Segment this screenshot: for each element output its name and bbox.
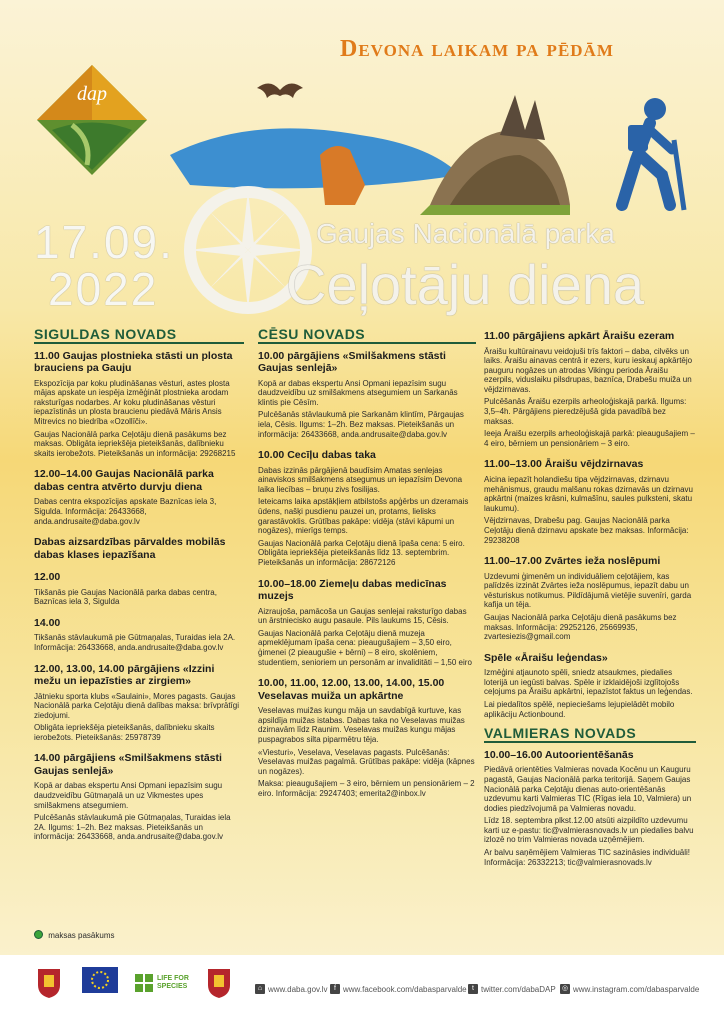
- banner-title: Devona laikam pa pēdām: [340, 36, 614, 62]
- event-date-day: 17.09.: [34, 216, 174, 268]
- event-item: [484, 749, 696, 867]
- column-sigulda: [34, 326, 244, 852]
- event-title: 14.00 pārgājiens «Smilšakmens stāsti Gaujas senlejā»: [34, 752, 222, 777]
- event-description: Pulcēšanās stāvlaukumā pie Sarkanām klintīm, Pārgaujas iela, Cēsis. Ilgums: 1–2h. Bez maksas. Pieteikšanās un informācija: 26433668, anda.andrusaite@daba.gov.lv: [258, 410, 464, 439]
- event-item: [34, 752, 244, 842]
- event-description: Kopā ar dabas ekspertu Ansi Opmani iepazīsim sugu daudzveidību Gūtmaņalā un uz Vikmestes upes smilšakmens atsegumiem.: [34, 781, 223, 810]
- instagram-link-text: www.instagram.com/dabasparvalde: [573, 984, 700, 994]
- event-title: 11.00 Gaujas plostnieka stāsti un plosta brauciens pa Gauju: [34, 349, 233, 375]
- paid-event-dot-icon: [34, 930, 43, 939]
- event-description: Kopā ar dabas ekspertu Ansi Opmani iepazīsim sugu daudzveidību uz smilšakmens atsegumiem un Sarkanās klintis pie Cēsīm.: [258, 378, 458, 407]
- event-item: [34, 571, 244, 607]
- event-title: 10.00–18.00 Ziemeļu dabas medicīnas muzejs: [258, 577, 447, 603]
- event-list: [34, 350, 244, 842]
- instagram-link[interactable]: [560, 984, 699, 994]
- facebook-icon: f: [330, 984, 340, 994]
- twitter-link-text: twitter.com/dabaDAP: [481, 984, 556, 994]
- event-list: [484, 749, 696, 867]
- instagram-icon: ◎: [561, 985, 569, 992]
- event-description: Āraišu kultūrainavu veidojuši trīs faktori – daba, cilvēks un laiks. Āraišu ainavas centrā ir ezers, kuru ieskauj apkārtējo pauguru nogāzes un atrodas Vikingu perioda Āraišu ezerpils, viduslaiku pilsdrupas, baznīca, Drabešu muiža un vējdzirnavas.: [484, 346, 693, 394]
- life-logo-text: LIFE FOR SPECIES: [157, 975, 189, 990]
- event-description: Aicina iepazīt holandiešu tipa vējdzirnavas, dzirnavu mehānismus, graudu malšanu rokas dzirnavās un dzirnavu apkārtni (maizes krāsni, kulmašīnu, saules pulksteni, skatu laukumu).: [484, 474, 693, 513]
- event-description: Dabas izzinās pārgājienā baudīsim Amatas senlejas ainaviskos smilšakmens atsegumus un iepazīsim Devona laika liecības – bruņu zivs fosilijas.: [258, 465, 463, 494]
- event-title: 12.00–14.00 Gaujas Nacionālā parka dabas centra atvērto durvju diena: [34, 468, 214, 493]
- column-cesis: [258, 326, 476, 809]
- event-title: 14.00: [34, 616, 61, 629]
- column-araisi-valmiera: [484, 330, 696, 877]
- event-description: Tikšanās stāvlaukumā pie Gūtmaņalas, Turaidas iela 2A. Informācija: 26433668, anda.andrusaite@daba.gov.lv: [34, 633, 236, 652]
- event-description: Lai piedalītos spēlē, nepieciešams lejupielādēt mobilo aplikāciju Actionbound.: [484, 700, 675, 719]
- event-item: [34, 536, 244, 561]
- website-link[interactable]: [255, 984, 327, 994]
- event-description: Jātnieku sporta klubs «Saulaini», Mores pagasts. Gaujas Nacionālā parka Ceļotāju dienā dalības maksa: brīvprātīgi ziedojumi.: [34, 691, 240, 720]
- facebook-link[interactable]: [330, 984, 467, 994]
- event-description: Ieeja Āraišu ezerpils arheoloģiskajā parkā: pieaugušajiem – 4 eiro, bērniem un pensionāriem – 3 eiro.: [484, 429, 695, 448]
- event-title: 12.00: [34, 571, 61, 584]
- event-description: Ar balvu saņēmējiem Valmieras TIC sazināsies individuāli! Informācija: 26332213; tic@valmierasnovads.lv: [484, 848, 691, 867]
- eu-flag-icon: [82, 967, 118, 999]
- life-for-species-logo: [134, 967, 204, 999]
- event-list: [258, 350, 476, 799]
- daba-coat-of-arms-icon: [36, 967, 62, 999]
- event-description: Pulcēšanās Āraišu ezerpils arheoloģiskajā parkā. Ilgums: 3,5–4h. Pārgājiens pieredzējušā gida pavadībā bez maksas.: [484, 397, 687, 426]
- event-description: Tikšanās pie Gaujas Nacionālā parka dabas centra, Baznīcas iela 3, Sigulda: [34, 587, 217, 607]
- event-description: «Viesturi», Veselava, Veselavas pagasts. Pulcēšanās: Veselavas muižas pagalmā. Grūtības pakāpe: vidēja (kāpnes un nogāzes).: [258, 747, 475, 776]
- region-heading: VALMIERAS NOVADS: [484, 729, 696, 743]
- event-title: 10.00, 11.00, 12.00, 13.00, 14.00, 15.00 Veselavas muiža un apkārtne: [258, 677, 445, 702]
- event-list: [484, 330, 696, 719]
- twitter-link[interactable]: [468, 984, 556, 994]
- event-date-year: 2022: [48, 263, 159, 315]
- facebook-link-text: www.facebook.com/dabasparvalde: [343, 984, 467, 994]
- event-description: Ekspozīcija par koku pludināšanas vēsturi, astes plosta mājas apskate un iespēja izmēģināt plostnieka arodam raksturīgas nodarbes. Ar koku pludināšanas vēsturi iepazīstinās un plosta braucienu piedāvā Māris Ansis Mitrevics no biedrība «Ozollīči».: [34, 378, 230, 426]
- event-item: [34, 350, 244, 459]
- event-description: Līdz 18. septembra plkst.12.00 atsūti aizpildīto uzdevumu karti uz e-pastu: tic@valmierasnovads.lv un piedalies balvu izlozē no trim Valmieras novada uzņēmējiem.: [484, 816, 694, 845]
- event-item: [258, 350, 476, 440]
- event-description: Ieteicams laika apstākļiem atbilstošs apģērbs un dzeramais ūdens, našķi pusdienu pauzei un, protams, lielisks garastāvoklis. Grūtības pakāpe: vidēja (stāvi kāpumi un nogāzes), mierīgs temps.: [258, 497, 469, 536]
- website-link-text: www.daba.gov.lv: [268, 984, 328, 994]
- event-item: [258, 677, 476, 798]
- event-description: Veselavas muižas kungu māja un savdabīgā kurtuve, kas apsildīja muižas istabas. Dabas taka no Veselavas muižas dzirnavām līdz Raunim. Veselavas muižas kungu mājas puspagrabos silta piparmētru tēja.: [258, 706, 465, 744]
- event-description: Vējdzirnavas, Drabešu pag. Gaujas Nacionālā parka Ceļotāju dienā dzirnavu apskate bez maksas. Informācija: 29238208: [484, 516, 689, 545]
- bat-icon: [255, 78, 305, 108]
- event-title: 11.00–17.00 Zvārtes ieža noslēpumi: [484, 555, 661, 568]
- event-item: [484, 555, 696, 642]
- event-description: Gaujas Nacionālā parka Ceļotāju dienā pasākums bez maksas. Informācija: 29252126, 25669935, zvartesiezis@gmail.com: [484, 612, 677, 642]
- event-title: Spēle «Āraišu leģendas»: [484, 651, 608, 664]
- event-description: Dabas centra ekspozīcijas apskate Baznīcas iela 3, Sigulda. Informācija: 26433668, anda.andrusaite@daba.gov.lv: [34, 497, 217, 526]
- web-icon: ⌂: [255, 984, 265, 994]
- event-description: Maksa: pieaugušajiem – 3 eiro, bērniem un pensionāriem – 2 eiro. Informācija: 29247403; emerita2@inbox.lv: [258, 779, 475, 798]
- event-description: Obligāta iepriekšēja pieteikšanās, dalībnieku skaits ierobežots. Pieteikšanās: 25978739: [34, 723, 215, 742]
- event-item: [34, 617, 244, 653]
- event-description: Piedāvā orientēties Valmieras novada Kocēnu un Kauguru pagastā, Gaujas Nacionālā parka teritorijā. Saņem Gaujas Nacionālā parka Ceļotāju dienas auto-orientēšanās uzdevumu karti Valmieras TIC (Rīgas iela 10, Valmiera) un dodies piedzīvojumā pa Valmieras novadu.: [484, 765, 692, 813]
- event-description: Aizraujoša, pamācoša un Gaujas senlejai raksturīgo dabas un ārstniecisko augu pasaule. Pils laukums 15, Cēsis.: [258, 606, 467, 626]
- event-description: Gaujas Nacionālā parka Ceļotāju dienā īpaša cena: 5 eiro. Obligāta iepriekšēja pieteikšanās līdz 13. septembrim. Pieteikšanās un informācija: 28672126: [258, 538, 465, 567]
- event-item: [484, 330, 696, 448]
- twitter-icon: t: [468, 984, 478, 994]
- event-title-line1: Gaujas Nacionālā parka: [316, 218, 615, 249]
- region-heading: CĒSU NOVADS: [258, 330, 476, 344]
- event-title-line2: Ceļotāju diena: [286, 253, 645, 316]
- event-title: 10.00 pārgājiens «Smilšakmens stāsti Gaujas senlejā»: [258, 349, 446, 375]
- event-title: 11.00–13.00 Āraišu vējdzirnavas: [484, 458, 644, 471]
- event-description: Izmēģini atjaunoto spēli, sniedz atsaukmes, piedalies loterijā un iegūsti balvas. Spēle ir izklaidējoši izglītojošs ceļojums pa Āraišu apkārtni, iepazīstot faktus un leģendas.: [484, 668, 693, 697]
- varam-coat-of-arms-icon: [206, 967, 232, 999]
- event-item: [484, 458, 696, 545]
- hiker-icon: [600, 95, 690, 215]
- event-title: 11.00 pārgājiens apkārt Āraišu ezeram: [484, 330, 675, 342]
- event-item: [484, 652, 696, 719]
- event-description: Gaujas Nacionālā parka Ceļotāju dienā muzeja apmeklējumam īpaša cena: pieaugušajiem – 3,50 eiro, ģimenei (2 pieaugušie + bērni) – 8 eiro, skolēniem, studentiem, senioriem un personām ar invaliditāti – 1,50 eiro: [258, 628, 472, 667]
- event-description: Pulcēšanās stāvlaukumā pie Gūtmaņalas, Turaidas iela 2A. Ilgums: 1–2h. Bez maksas. Pieteikšanās un informācija: 26433668, anda.andrusaite@daba.gov.lv: [34, 813, 231, 842]
- event-item: [34, 468, 244, 526]
- event-description: Gaujas Nacionālā parka Ceļotāju dienā pasākums bez maksas. Obligāta iepriekšēja pieteikšanās, dalībnieku skaits ierobežots. Pieteikšanās un informācija: 29268215: [34, 429, 236, 458]
- event-title: 10.00–16.00 Autoorientēšanās: [484, 748, 634, 761]
- event-title: Dabas aizsardzības pārvaldes mobilās dabas klases iepazīšana: [34, 536, 226, 561]
- legend-label: maksas pasākums: [48, 931, 115, 940]
- logo-text: dap: [77, 83, 107, 105]
- event-item: [34, 663, 244, 743]
- region-heading: SIGULDAS NOVADS: [34, 330, 244, 344]
- event-item: [258, 449, 476, 567]
- legend: [34, 930, 114, 940]
- event-description: Uzdevumi ģimenēm un individuāliem ceļotājiem, kas palīdzēs izzināt Zvārtes ieža noslēpumus, iepazīt dabu un vēsturiskus notikumus. Pildīdājumā vietējie suvenīri, garda kafija un tēja.: [484, 571, 692, 610]
- event-title: 10.00 Cecīļu dabas taka: [258, 449, 376, 462]
- event-title: 12.00, 13.00, 14.00 pārgājiens «Izzini mežu un iepazīsties ar zirgiem»: [34, 662, 215, 687]
- event-item: [258, 578, 476, 668]
